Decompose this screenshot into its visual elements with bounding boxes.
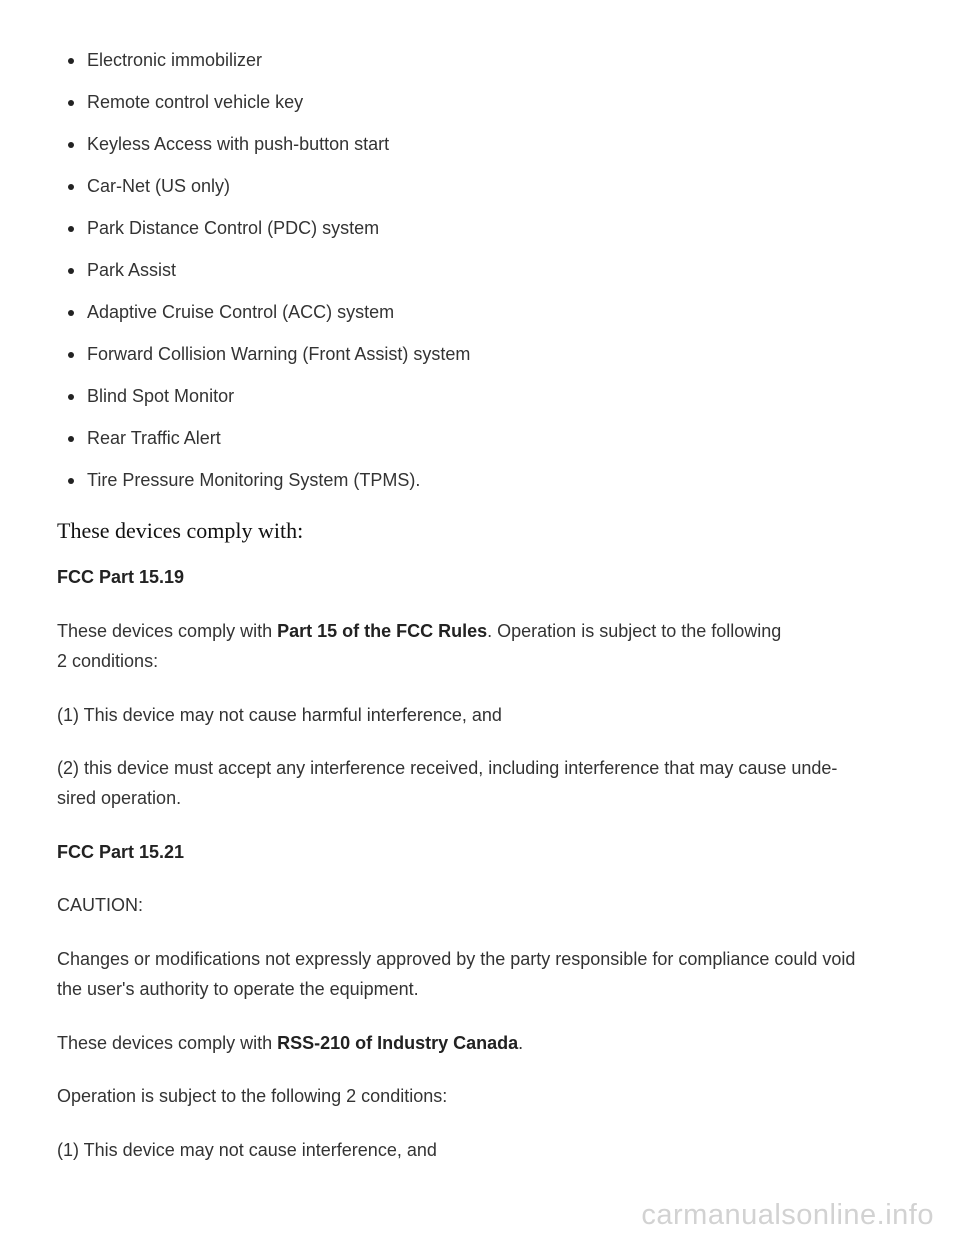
list-item <box>68 48 470 90</box>
bullet-icon <box>68 268 74 274</box>
list-item-text: Keyless Access with push-button start <box>87 134 390 154</box>
fcc-condition-2 <box>57 753 907 813</box>
fcc-intro-tail: . Operation is subject to the following <box>487 621 782 641</box>
list-item-text: Remote control vehicle key <box>87 92 304 112</box>
fcc-condition-2-line1: (2) this device must accept any interference received, including interference that may cause unde- <box>57 758 838 778</box>
bullet-icon <box>68 310 74 316</box>
bullet-icon <box>68 436 74 442</box>
ic-rss-ref: RSS-210 of Industry Canada <box>277 1033 519 1053</box>
bullet-icon <box>68 394 74 400</box>
list-item <box>68 90 470 132</box>
bullet-icon <box>68 142 74 148</box>
list-item <box>68 174 470 216</box>
list-item <box>68 132 470 174</box>
fcc-rules-ref: Part 15 of the FCC Rules <box>277 621 488 641</box>
watermark: carmanualsonline.info <box>641 1199 934 1231</box>
list-item-text: Park Distance Control (PDC) system <box>87 218 380 238</box>
fcc-condition-1: (1) This device may not cause harmful interference, and <box>57 705 502 725</box>
bullet-icon <box>68 58 74 64</box>
fcc-15-21-label: FCC Part 15.21 <box>57 842 185 862</box>
fcc-intro-line2: 2 conditions: <box>57 651 159 671</box>
fcc-15-19-intro <box>57 616 907 676</box>
section-heading: These devices comply with: <box>57 518 304 543</box>
list-item <box>68 258 470 300</box>
list-item <box>68 468 470 510</box>
ic-intro-tail: . <box>518 1033 524 1053</box>
fcc-15-19-label: FCC Part 15.19 <box>57 567 185 587</box>
list-item-text: Tire Pressure Monitoring System (TPMS). <box>87 470 421 490</box>
bullet-icon <box>68 100 74 106</box>
list-item-text: Adaptive Cruise Control (ACC) system <box>87 302 395 322</box>
fcc-intro-text: These devices comply with <box>57 621 278 641</box>
list-item-text: Rear Traffic Alert <box>87 428 221 448</box>
bullet-icon <box>68 478 74 484</box>
fcc-condition-2-line2: sired operation. <box>57 788 182 808</box>
list-item-text: Electronic immobilizer <box>87 50 263 70</box>
bullet-icon <box>68 352 74 358</box>
changes-warning-line2: the user's authority to operate the equipment. <box>57 979 419 999</box>
list-item <box>68 216 470 258</box>
caution-label: CAUTION: <box>57 895 144 915</box>
list-item <box>68 342 470 384</box>
list-item <box>68 300 470 342</box>
list-item-text: Blind Spot Monitor <box>87 386 235 406</box>
list-item-text: Park Assist <box>87 260 177 280</box>
bullet-icon <box>68 184 74 190</box>
list-item <box>68 426 470 468</box>
list-item-text: Car-Net (US only) <box>87 176 231 196</box>
feature-list <box>68 48 470 510</box>
ic-operation-text: Operation is subject to the following 2 conditions: <box>57 1086 448 1106</box>
changes-warning <box>57 944 907 1004</box>
ic-intro-text: These devices comply with <box>57 1033 278 1053</box>
list-item <box>68 384 470 426</box>
list-item-text: Forward Collision Warning (Front Assist) system <box>87 344 471 364</box>
ic-condition-1: (1) This device may not cause interference, and <box>57 1140 437 1160</box>
industry-canada-intro <box>57 1028 907 1058</box>
bullet-icon <box>68 226 74 232</box>
changes-warning-line1: Changes or modifications not expressly approved by the party responsible for compliance could void <box>57 949 856 969</box>
